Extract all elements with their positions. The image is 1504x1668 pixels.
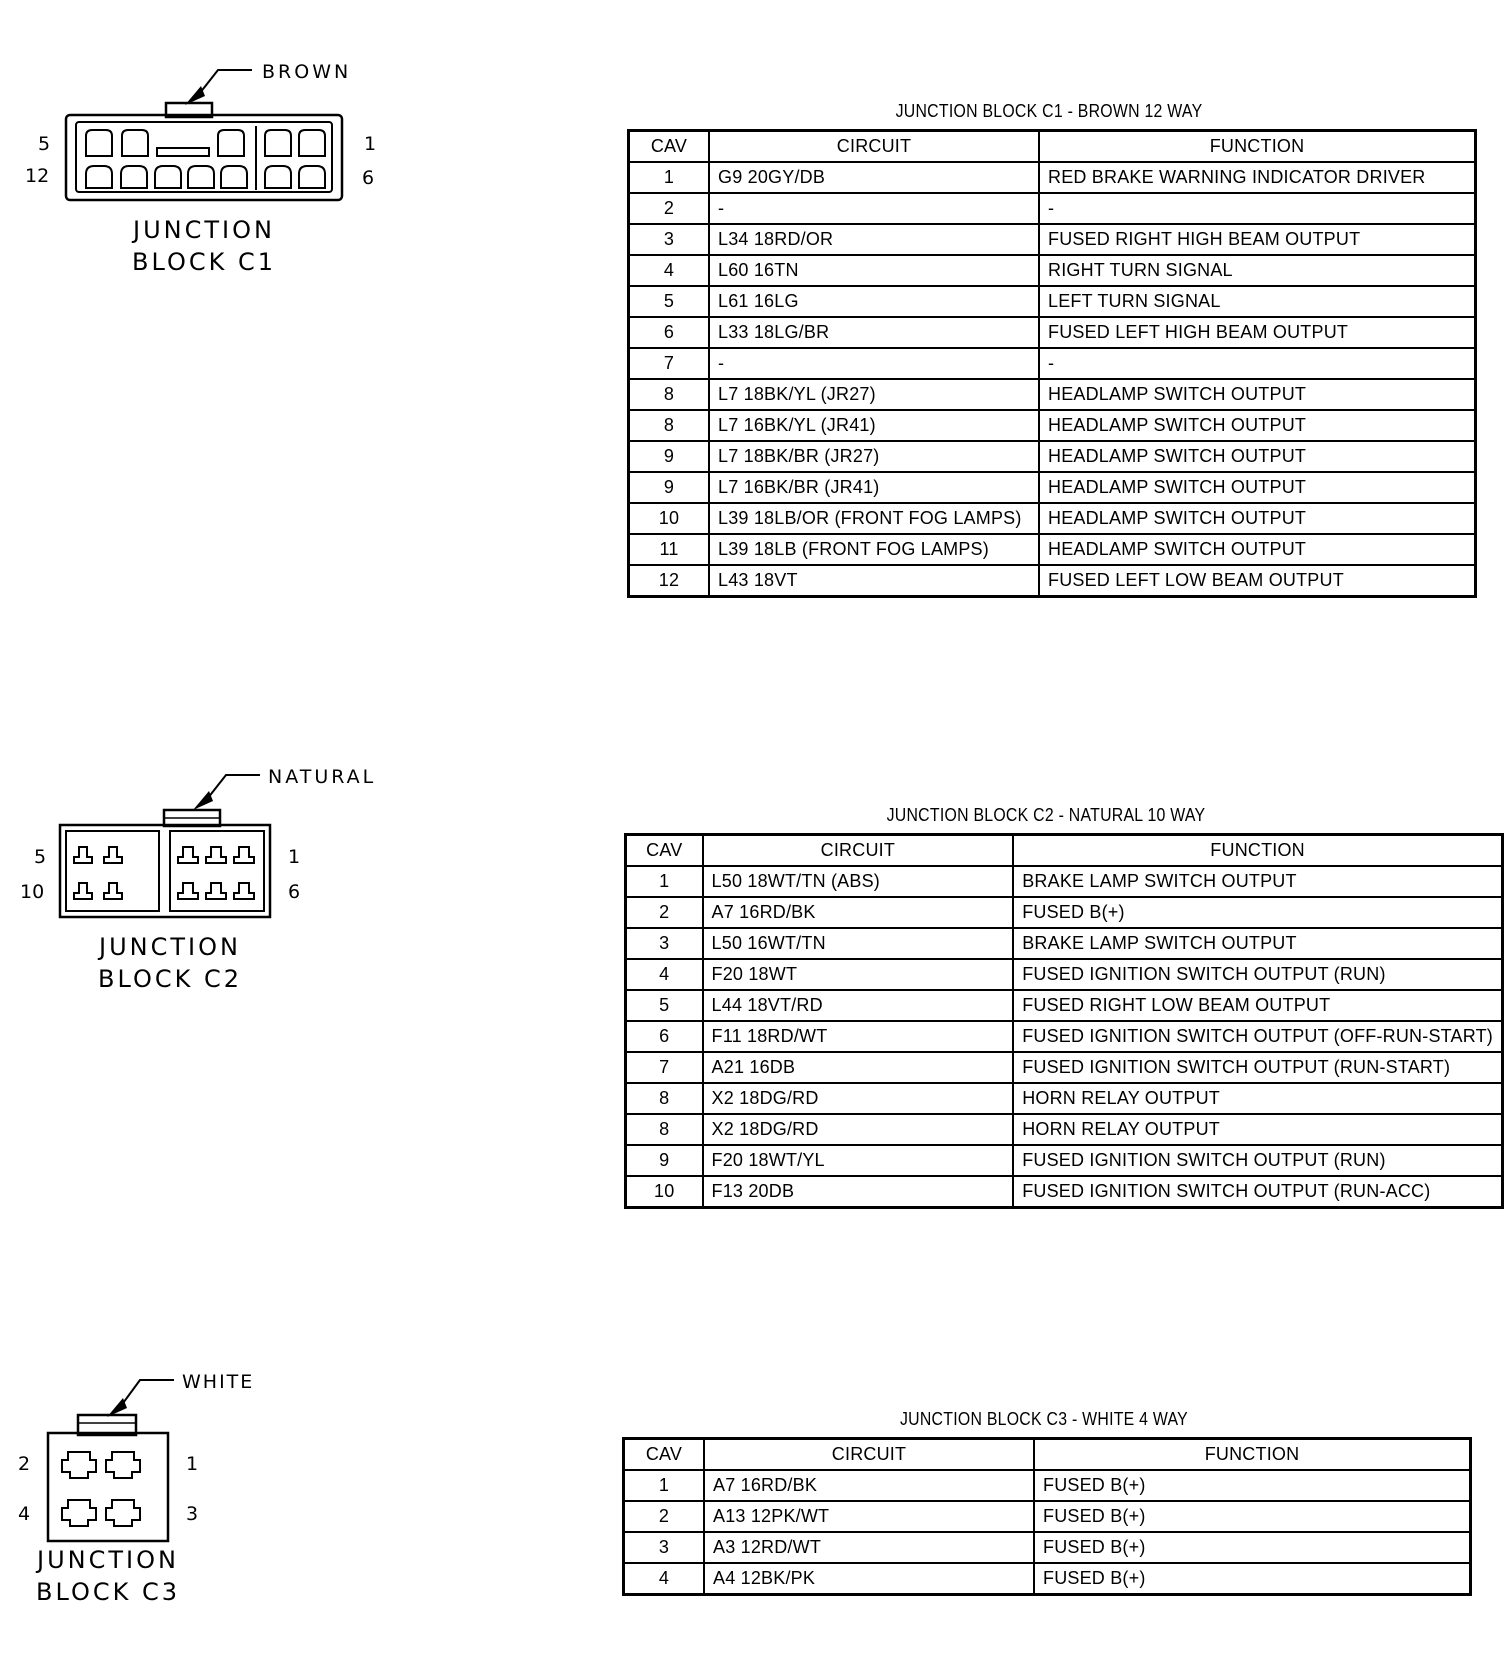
cell-circuit: L7 16BK/YL (JR41) bbox=[709, 410, 1039, 441]
cell-cav: 1 bbox=[626, 866, 703, 897]
cell-circuit: L50 16WT/TN bbox=[703, 928, 1014, 959]
cell-function: HEADLAMP SWITCH OUTPUT bbox=[1039, 379, 1476, 410]
cell-cav: 4 bbox=[626, 959, 703, 990]
table-row bbox=[626, 897, 1503, 928]
table-c1-body bbox=[629, 162, 1476, 597]
cell-circuit: L44 18VT/RD bbox=[703, 990, 1014, 1021]
cell-circuit: L7 18BK/BR (JR27) bbox=[709, 441, 1039, 472]
table-row bbox=[629, 441, 1476, 472]
cell-function: HORN RELAY OUTPUT bbox=[1013, 1114, 1502, 1145]
connector-c3-name-line1: JUNCTION bbox=[37, 1546, 179, 1574]
cell-cav: 1 bbox=[629, 162, 710, 193]
table-c1-header-cav: CAV bbox=[629, 131, 710, 163]
cell-circuit: X2 18DG/RD bbox=[703, 1114, 1014, 1145]
connector-c3-pin-3: 3 bbox=[186, 1503, 199, 1525]
cell-function: HEADLAMP SWITCH OUTPUT bbox=[1039, 503, 1476, 534]
table-row bbox=[624, 1470, 1471, 1501]
cell-circuit: A3 12RD/WT bbox=[704, 1532, 1034, 1563]
table-c3-header-function: FUNCTION bbox=[1034, 1439, 1471, 1471]
cell-circuit: F13 20DB bbox=[703, 1176, 1014, 1208]
table-row bbox=[626, 959, 1503, 990]
cell-function: FUSED B(+) bbox=[1034, 1532, 1471, 1563]
connector-c2-name-line1: JUNCTION bbox=[99, 933, 241, 961]
cell-circuit: L7 16BK/BR (JR41) bbox=[709, 472, 1039, 503]
cell-cav: 8 bbox=[626, 1114, 703, 1145]
cell-circuit: - bbox=[709, 193, 1039, 224]
connector-c1-pin-6: 6 bbox=[362, 167, 375, 189]
cell-cav: 11 bbox=[629, 534, 710, 565]
cell-function: HEADLAMP SWITCH OUTPUT bbox=[1039, 472, 1476, 503]
table-c1-title: JUNCTION BLOCK C1 - BROWN 12 WAY bbox=[895, 101, 1203, 121]
table-row bbox=[626, 1145, 1503, 1176]
connector-c1-diagram bbox=[0, 50, 400, 290]
cell-function: FUSED IGNITION SWITCH OUTPUT (OFF-RUN-START) bbox=[1013, 1021, 1502, 1052]
table-row bbox=[629, 317, 1476, 348]
cell-function: BRAKE LAMP SWITCH OUTPUT bbox=[1013, 928, 1502, 959]
cell-function: RIGHT TURN SIGNAL bbox=[1039, 255, 1476, 286]
connector-c3-diagram bbox=[0, 1360, 300, 1620]
cell-cav: 2 bbox=[626, 897, 703, 928]
table-c1-header-circuit: CIRCUIT bbox=[709, 131, 1039, 163]
cell-circuit: A21 16DB bbox=[703, 1052, 1014, 1083]
cell-circuit: L39 18LB/OR (FRONT FOG LAMPS) bbox=[709, 503, 1039, 534]
cell-function: FUSED B(+) bbox=[1034, 1501, 1471, 1532]
cell-function: FUSED B(+) bbox=[1034, 1563, 1471, 1595]
connector-c3-pin-4: 4 bbox=[18, 1503, 31, 1525]
table-row bbox=[629, 162, 1476, 193]
cell-cav: 3 bbox=[624, 1532, 705, 1563]
table-row bbox=[629, 255, 1476, 286]
cell-circuit: L39 18LB (FRONT FOG LAMPS) bbox=[709, 534, 1039, 565]
table-row bbox=[629, 224, 1476, 255]
cell-circuit: A13 12PK/WT bbox=[704, 1501, 1034, 1532]
cell-circuit: F11 18RD/WT bbox=[703, 1021, 1014, 1052]
cell-function: HORN RELAY OUTPUT bbox=[1013, 1083, 1502, 1114]
cell-cav: 9 bbox=[629, 472, 710, 503]
table-row bbox=[629, 410, 1476, 441]
table-row bbox=[624, 1563, 1471, 1595]
cell-cav: 10 bbox=[626, 1176, 703, 1208]
cell-cav: 9 bbox=[626, 1145, 703, 1176]
table-c3-title: JUNCTION BLOCK C3 - WHITE 4 WAY bbox=[899, 1409, 1189, 1429]
cell-circuit: - bbox=[709, 348, 1039, 379]
connector-c2-pin-10: 10 bbox=[20, 881, 45, 903]
cell-cav: 5 bbox=[626, 990, 703, 1021]
cell-circuit: L33 18LG/BR bbox=[709, 317, 1039, 348]
table-row bbox=[629, 565, 1476, 597]
cell-function: FUSED RIGHT LOW BEAM OUTPUT bbox=[1013, 990, 1502, 1021]
cell-function: HEADLAMP SWITCH OUTPUT bbox=[1039, 441, 1476, 472]
table-row bbox=[624, 1501, 1471, 1532]
cell-cav: 7 bbox=[626, 1052, 703, 1083]
cell-circuit: A4 12BK/PK bbox=[704, 1563, 1034, 1595]
cell-function: HEADLAMP SWITCH OUTPUT bbox=[1039, 410, 1476, 441]
table-row bbox=[629, 534, 1476, 565]
connector-c3-pin-2: 2 bbox=[18, 1453, 31, 1475]
connector-c3-name-line2: BLOCK C3 bbox=[35, 1578, 181, 1606]
cell-cav: 8 bbox=[629, 379, 710, 410]
cell-circuit: A7 16RD/BK bbox=[704, 1470, 1034, 1501]
connector-c2-pin-1: 1 bbox=[288, 846, 301, 868]
table-row bbox=[629, 472, 1476, 503]
cell-function: FUSED B(+) bbox=[1013, 897, 1502, 928]
table-row bbox=[624, 1532, 1471, 1563]
table-row bbox=[626, 1021, 1503, 1052]
cell-circuit: L60 16TN bbox=[709, 255, 1039, 286]
cell-circuit: G9 20GY/DB bbox=[709, 162, 1039, 193]
table-row bbox=[626, 1052, 1503, 1083]
cell-cav: 6 bbox=[626, 1021, 703, 1052]
connector-c2-pin-5: 5 bbox=[34, 846, 47, 868]
connector-c1-name-line2: BLOCK C1 bbox=[131, 248, 277, 276]
connector-c2-pin-6: 6 bbox=[288, 881, 301, 903]
connector-c1-pin-5: 5 bbox=[38, 133, 51, 155]
cell-cav: 10 bbox=[629, 503, 710, 534]
cell-cav: 3 bbox=[626, 928, 703, 959]
cell-function: FUSED RIGHT HIGH BEAM OUTPUT bbox=[1039, 224, 1476, 255]
table-c2-header-cav: CAV bbox=[626, 835, 703, 867]
cell-cav: 9 bbox=[629, 441, 710, 472]
table-c3 bbox=[622, 1437, 1472, 1596]
table-row bbox=[629, 286, 1476, 317]
connector-c1-pin-12: 12 bbox=[25, 165, 50, 187]
table-row bbox=[626, 866, 1503, 897]
cell-circuit: F20 18WT bbox=[703, 959, 1014, 990]
table-c3-header-circuit: CIRCUIT bbox=[704, 1439, 1034, 1471]
connector-c2-name-line2: BLOCK C2 bbox=[97, 965, 243, 993]
cell-cav: 3 bbox=[629, 224, 710, 255]
connector-c1-pin-1: 1 bbox=[364, 133, 377, 155]
table-row bbox=[626, 1114, 1503, 1145]
table-c3-body bbox=[624, 1470, 1471, 1595]
table-c2-title: JUNCTION BLOCK C2 - NATURAL 10 WAY bbox=[886, 805, 1206, 825]
cell-function: FUSED B(+) bbox=[1034, 1470, 1471, 1501]
cell-function: FUSED LEFT LOW BEAM OUTPUT bbox=[1039, 565, 1476, 597]
cell-function: FUSED IGNITION SWITCH OUTPUT (RUN-START) bbox=[1013, 1052, 1502, 1083]
table-c2-header-circuit: CIRCUIT bbox=[703, 835, 1014, 867]
cell-cav: 1 bbox=[624, 1470, 705, 1501]
table-row bbox=[626, 1083, 1503, 1114]
cell-circuit: X2 18DG/RD bbox=[703, 1083, 1014, 1114]
cell-circuit: A7 16RD/BK bbox=[703, 897, 1014, 928]
cell-circuit: L61 16LG bbox=[709, 286, 1039, 317]
connector-c1-name-line1: JUNCTION bbox=[133, 216, 275, 244]
cell-circuit: L34 18RD/OR bbox=[709, 224, 1039, 255]
cell-cav: 12 bbox=[629, 565, 710, 597]
cell-function: HEADLAMP SWITCH OUTPUT bbox=[1039, 534, 1476, 565]
table-c2 bbox=[624, 833, 1504, 1209]
table-row bbox=[626, 1176, 1503, 1208]
table-row bbox=[626, 928, 1503, 959]
table-c1 bbox=[627, 129, 1477, 598]
cell-function: LEFT TURN SIGNAL bbox=[1039, 286, 1476, 317]
cell-function: FUSED IGNITION SWITCH OUTPUT (RUN) bbox=[1013, 959, 1502, 990]
cell-circuit: L7 18BK/YL (JR27) bbox=[709, 379, 1039, 410]
table-c3-header-cav: CAV bbox=[624, 1439, 705, 1471]
table-c1-header-function: FUNCTION bbox=[1039, 131, 1476, 163]
table-row bbox=[629, 379, 1476, 410]
table-row bbox=[629, 503, 1476, 534]
cell-cav: 5 bbox=[629, 286, 710, 317]
connector-c3-pin-1: 1 bbox=[186, 1453, 199, 1475]
cell-cav: 4 bbox=[624, 1563, 705, 1595]
table-c2-body bbox=[626, 866, 1503, 1208]
table-c2-header-function: FUNCTION bbox=[1013, 835, 1502, 867]
cell-cav: 8 bbox=[626, 1083, 703, 1114]
cell-function: FUSED IGNITION SWITCH OUTPUT (RUN) bbox=[1013, 1145, 1502, 1176]
cell-function: BRAKE LAMP SWITCH OUTPUT bbox=[1013, 866, 1502, 897]
cell-function: - bbox=[1039, 348, 1476, 379]
cell-cav: 2 bbox=[629, 193, 710, 224]
cell-function: - bbox=[1039, 193, 1476, 224]
cell-function: FUSED LEFT HIGH BEAM OUTPUT bbox=[1039, 317, 1476, 348]
connector-c2-color-label: NATURAL bbox=[268, 766, 377, 788]
cell-cav: 6 bbox=[629, 317, 710, 348]
cell-function: RED BRAKE WARNING INDICATOR DRIVER bbox=[1039, 162, 1476, 193]
cell-cav: 2 bbox=[624, 1501, 705, 1532]
table-row bbox=[629, 193, 1476, 224]
connector-c1-color-label: BROWN bbox=[262, 61, 352, 83]
table-row bbox=[629, 348, 1476, 379]
cell-circuit: F20 18WT/YL bbox=[703, 1145, 1014, 1176]
cell-cav: 8 bbox=[629, 410, 710, 441]
connector-c2-diagram bbox=[0, 755, 400, 995]
cell-function: FUSED IGNITION SWITCH OUTPUT (RUN-ACC) bbox=[1013, 1176, 1502, 1208]
cell-circuit: L50 18WT/TN (ABS) bbox=[703, 866, 1014, 897]
table-row bbox=[626, 990, 1503, 1021]
cell-circuit: L43 18VT bbox=[709, 565, 1039, 597]
connector-c3-color-label: WHITE bbox=[182, 1371, 255, 1393]
cell-cav: 4 bbox=[629, 255, 710, 286]
cell-cav: 7 bbox=[629, 348, 710, 379]
